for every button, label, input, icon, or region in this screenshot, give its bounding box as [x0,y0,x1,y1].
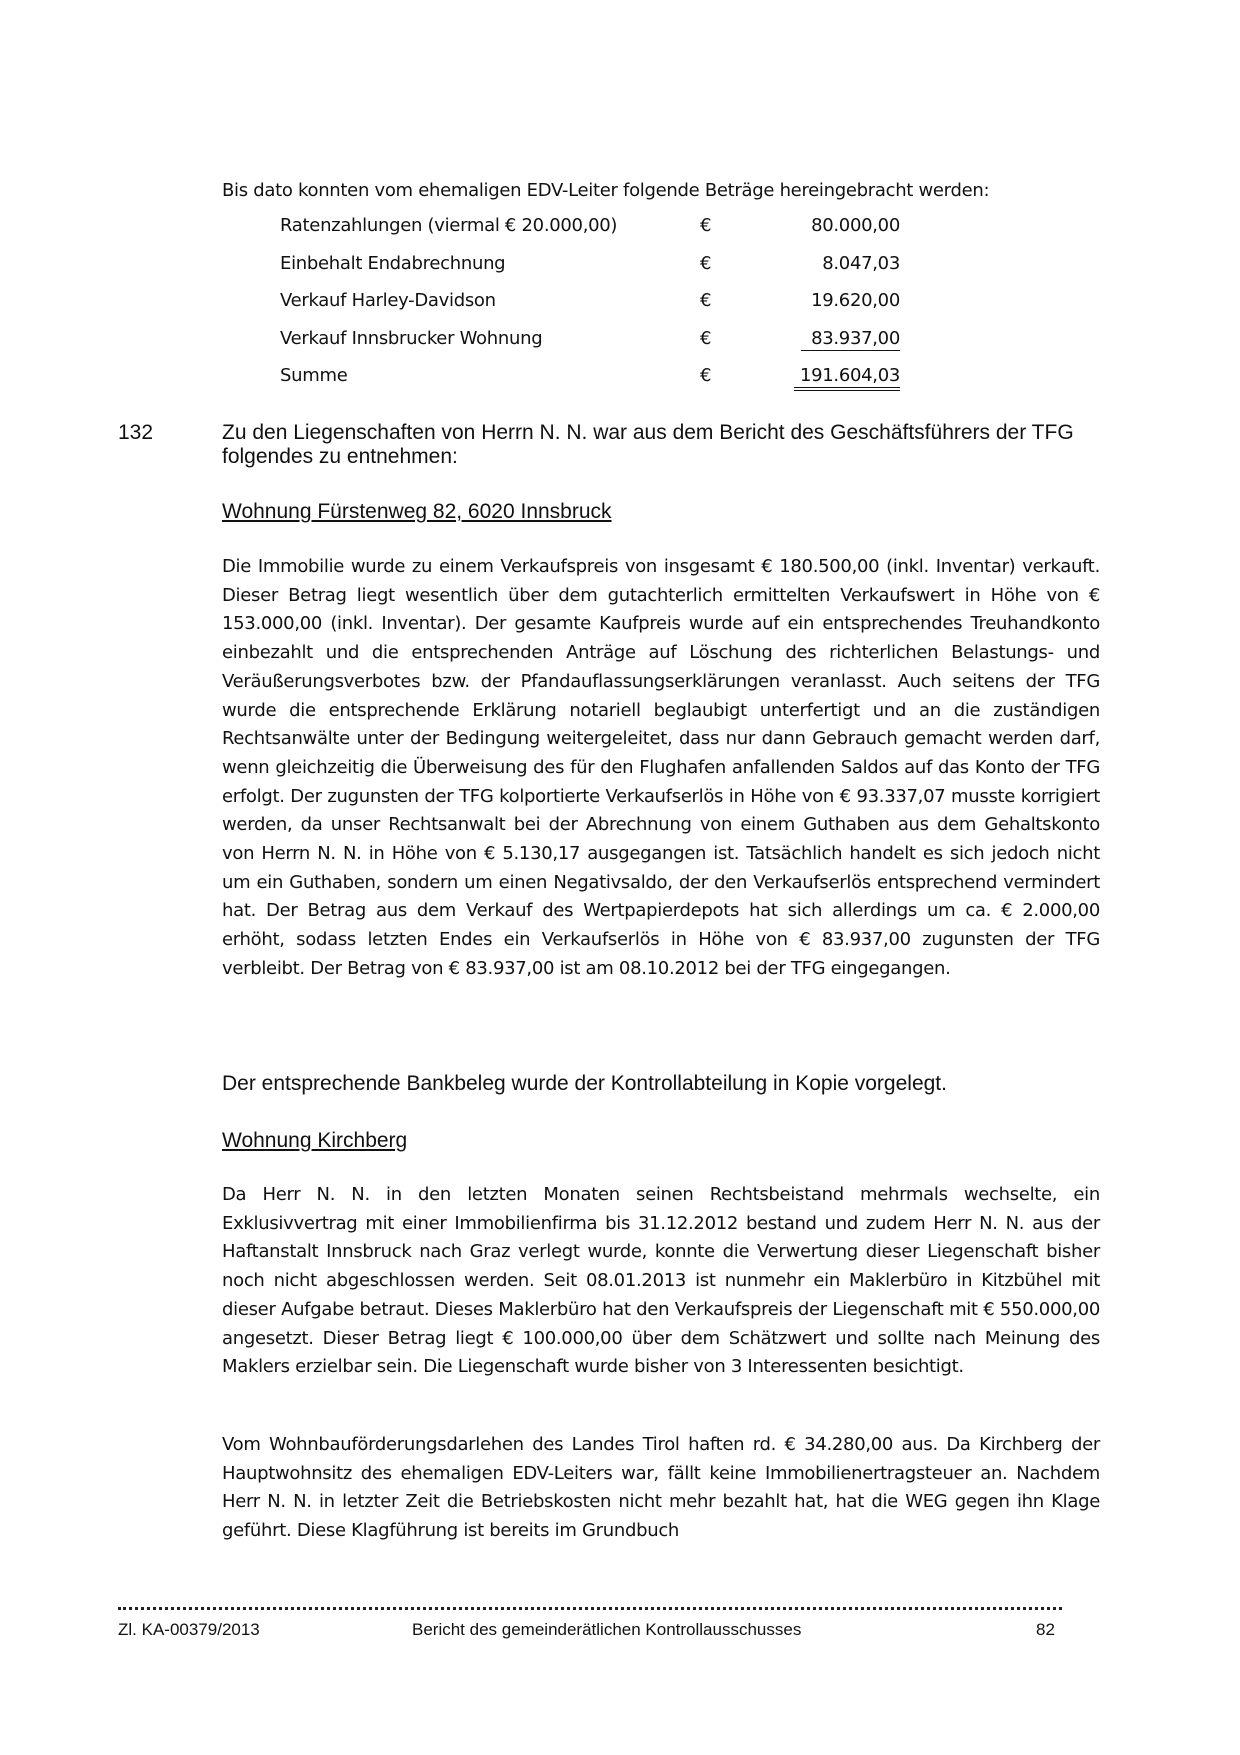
intro-text: Bis dato konnten vom ehemaligen EDV-Leiter folgende Beträge hereingebracht werden: [222,180,990,201]
payment-amount: 8.047,03 [822,252,900,274]
payment-row [280,290,900,328]
currency-symbol: € [700,365,712,386]
footer-reference: Zl. KA-00379/2013 [118,1620,260,1639]
payment-row [280,215,900,253]
currency-symbol: € [700,290,712,311]
property-title-kirchberg: Wohnung Kirchberg [222,1129,408,1152]
total-amount: 191.604,03 [794,365,900,391]
property-kirchberg-paragraph-2: Vom Wohnbauförderungsdarlehen des Landes Tirol haften rd. € 34.280,00 aus. Da Kirchberg der Hauptwohnsitz des ehemaligen EDV-Leiters war, fällt keine Immobilienertragsteuer an. Nachdem Herr N. N. in letzter Zeit die Betriebskosten nicht mehr bezahlt hat, hat die WEG gegen ihn Klage geführt. Diese Klagführung ist bereits im Grundbuch [222,1434,1100,1542]
payment-label: Verkauf Harley-Davidson [280,290,496,311]
payment-amount: 83.937,00 [801,328,900,351]
page-number: 82 [1036,1620,1055,1639]
property-title-innsbruck: Wohnung Fürstenweg 82, 6020 Innsbruck [222,500,612,523]
footer-divider [118,1607,1062,1610]
bank-receipt-note: Der entsprechende Bankbeleg wurde der Kontrollabteilung in Kopie vorgelegt. [222,1072,947,1095]
footer-title: Bericht des gemeinderätlichen Kontrollausschusses [412,1620,802,1639]
payment-amount: 19.620,00 [811,290,900,311]
payment-amount: 80.000,00 [811,215,900,236]
section-heading: Zu den Liegenschaften von Herrn N. N. war aus dem Bericht des Geschäftsführers der TFG folgendes zu entnehmen: [222,421,1074,468]
payments-table [280,215,900,403]
property-kirchberg-paragraph-1: Da Herr N. N. in den letzten Monaten seinen Rechtsbeistand mehrmals wechselte, ein Exklusivvertrag mit einer Immobilienfirma bis 31.12.2012 bestand und zudem Herr N. N. aus der Haftanstalt Innsbruck nach Graz verlegt wurde, konnte die Verwertung dieser Liegenschaft bisher noch nicht abgeschlossen werden. Seit 08.01.2013 ist nunmehr ein Maklerbüro in Kitzbühel mit dieser Aufgabe betraut. Dieses Maklerbüro hat den Verkaufspreis der Liegenschaft mit € 550.000,00 angesetzt. Dieser Betrag liegt € 100.000,00 über dem Schätzwert und sollte nach Meinung des Maklers erzielbar sein. Die Liegenschaft wurde bisher von 3 Interessenten besichtigt. [222,1184,1100,1378]
total-label: Summe [280,365,348,386]
payment-row [280,253,900,291]
payment-row [280,328,900,366]
currency-symbol: € [700,252,712,274]
currency-symbol: € [700,215,712,236]
payment-label: Verkauf Innsbrucker Wohnung [280,327,543,349]
property-innsbruck-paragraph: Die Immobilie wurde zu einem Verkaufspreis von insgesamt € 180.500,00 (inkl. Inventar) verkauft. Dieser Betrag liegt wesentlich über dem gutachterlich ermittelten Verkaufswert in Höhe von € 153.000,00 (inkl. Inventar). Der gesamte Kaufpreis wurde auf ein entsprechendes Treuhandkonto einbezahlt und die entsprechenden Anträge auf Löschung des richterlichen Belastungs- und Veräußerungsverbotes bzw. der Pfandauflassungserklärungen veranlasst. Auch seitens der TFG wurde die entsprechende Erklärung notariell beglaubigt unterfertigt und an die zuständigen Rechtsanwälte unter der Bedingung weitergeleitet, dass nur dann Gebrauch gemacht werden darf, wenn gleichzeitig die Überweisung des für den Flughafen anfallenden Saldos auf das Konto der TFG erfolgt. Der zugunsten der TFG kolportierte Verkaufserlös in Höhe von € 93.337,07 musste korrigiert werden, da unser Rechtsanwalt bei der Abrechnung von einem Guthaben aus dem Gehaltskonto von Herrn N. N. in Höhe von € 5.130,17 ausgegangen ist. Tatsächlich handelt es sich jedoch nicht um ein Guthaben, sondern um einen Negativsaldo, der den Verkaufserlös entsprechend vermindert hat. Der Betrag aus dem Verkauf des Wertpapierdepots hat sich allerdings um ca. € 2.000,00 erhöht, sodass letzten Endes ein Verkaufserlös in Höhe von € 83.937,00 zugunsten der TFG verbleibt. Der Betrag von € 83.937,00 ist am 08.10.2012 bei der TFG eingegangen. [222,556,1100,979]
total-row [280,365,900,403]
currency-symbol: € [700,327,712,349]
payment-label: Einbehalt Endabrechnung [280,252,506,274]
payment-label: Ratenzahlungen (viermal € 20.000,00) [280,215,618,236]
paragraph-number: 132 [118,421,154,444]
